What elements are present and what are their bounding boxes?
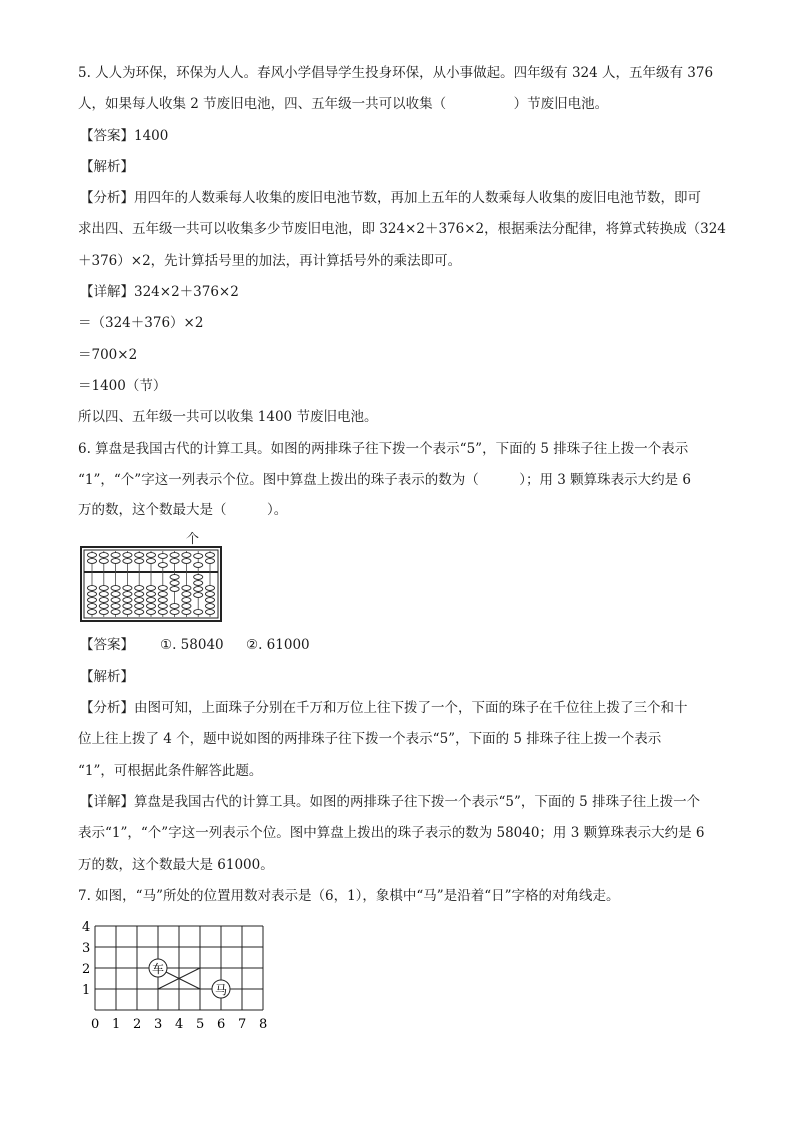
abacus-lower-bead bbox=[182, 592, 191, 597]
q5-line-1: 5. 人人为环保，环保为人人。春风小学倡导学生投身环保，从小事做起。四年级有 324 人，五年级有 376 bbox=[78, 65, 714, 81]
abacus-lower-bead bbox=[87, 598, 96, 603]
q6-line-1: 6. 算盘是我国古代的计算工具。如图的两排珠子往下拨一个表示“5”，下面的 5 排珠子往上拨一个表示 bbox=[78, 441, 689, 457]
q5-detail-1: 【详解】324×2＋376×2 bbox=[80, 284, 239, 300]
abacus-upper-bead bbox=[158, 554, 167, 559]
abacus-upper-bead bbox=[87, 559, 96, 564]
abacus-lower-bead bbox=[99, 598, 108, 603]
abacus-lower-bead bbox=[111, 586, 120, 591]
abacus-upper-bead bbox=[99, 553, 108, 558]
abacus-lower-bead bbox=[170, 604, 179, 609]
abacus-lower-bead bbox=[158, 592, 167, 597]
che-piece-label: 车 bbox=[151, 962, 165, 976]
abacus-lower-bead bbox=[158, 586, 167, 591]
q5-detail-2: ＝（324＋376）×2 bbox=[78, 315, 204, 331]
q5-analysis-1: 【分析】用四年的人数乘每人收集的废旧电池节数，再加上五年的人数乘每人收集的废旧电池节数，即可 bbox=[80, 190, 701, 206]
abacus-lower-bead bbox=[205, 586, 214, 591]
abacus-lower-bead bbox=[146, 586, 155, 591]
q5-answer: 【答案】1400 bbox=[80, 128, 169, 144]
q6-line-2: “1”，“个”字这一列表示个位。图中算盘上拨出的珠子表示的数为（ ）；用 3 颗算珠表示大约是 6 bbox=[78, 472, 691, 488]
abacus-ones-label: 个 bbox=[186, 532, 200, 547]
abacus-lower-bead bbox=[87, 604, 96, 609]
q6-line-3: 万的数，这个数最大是（ ）。 bbox=[78, 502, 288, 518]
abacus-lower-bead bbox=[182, 586, 191, 591]
abacus-lower-bead bbox=[170, 610, 179, 615]
abacus-lower-bead bbox=[182, 610, 191, 615]
grid-y-label: 4 bbox=[82, 920, 91, 935]
grid-x-label: 0 bbox=[91, 1017, 100, 1032]
abacus-lower-bead bbox=[111, 604, 120, 609]
q6-detail-1: 【详解】算盘是我国古代的计算工具。如图的两排珠子往下拨一个表示“5”，下面的 5 排珠子往上拨一个 bbox=[80, 794, 701, 810]
abacus-lower-bead bbox=[205, 592, 214, 597]
abacus-lower-bead bbox=[205, 610, 214, 615]
abacus-lower-bead bbox=[135, 610, 144, 615]
abacus-upper-bead bbox=[135, 559, 144, 564]
abacus-upper-bead bbox=[170, 553, 179, 558]
abacus-lower-bead bbox=[158, 598, 167, 603]
abacus-upper-bead bbox=[111, 553, 120, 558]
grid-x-label: 7 bbox=[238, 1017, 247, 1032]
q6-analysis-2: 位上往上拨了 4 个，题中说如图的两排珠子往下拨一个表示“5”，下面的 5 排珠子往上拨一个表示 bbox=[78, 731, 662, 747]
grid-x-label: 2 bbox=[133, 1017, 142, 1032]
abacus-lower-bead bbox=[99, 592, 108, 597]
abacus-lower-bead bbox=[123, 610, 132, 615]
abacus-lower-bead bbox=[87, 592, 96, 597]
abacus-lower-bead bbox=[194, 581, 203, 586]
abacus-upper-bead bbox=[170, 559, 179, 564]
q6-analysis-1: 【分析】由图可知，上面珠子分别在千万和万位上往下拨了一个，下面的珠子在千位往上拨了三个和十 bbox=[80, 700, 688, 716]
abacus-lower-bead bbox=[123, 592, 132, 597]
q6-answer-2: ②. 61000 bbox=[246, 637, 310, 653]
abacus-lower-bead bbox=[111, 598, 120, 603]
abacus-lower-bead bbox=[111, 610, 120, 615]
abacus-lower-bead bbox=[194, 610, 203, 615]
q6-analysis-3: “1”，可根据此条件解答此题。 bbox=[78, 763, 263, 779]
chess-grid-figure bbox=[78, 916, 278, 1032]
abacus-upper-bead bbox=[146, 553, 155, 558]
abacus-upper-bead bbox=[182, 553, 191, 558]
grid-x-label: 1 bbox=[112, 1017, 121, 1032]
q7-line-1: 7. 如图，“马”所处的位置用数对表示是（6，1），象棋中“马”是沿着“日”字格的对角线走。 bbox=[78, 888, 620, 904]
abacus-upper-bead bbox=[205, 559, 214, 564]
abacus-lower-bead bbox=[158, 604, 167, 609]
grid-y-label: 3 bbox=[82, 941, 91, 956]
abacus-lower-bead bbox=[99, 610, 108, 615]
abacus-lower-bead bbox=[194, 593, 203, 598]
grid-y-label: 2 bbox=[82, 962, 91, 977]
abacus-lower-bead bbox=[123, 586, 132, 591]
q6-detail-2: 表示“1”，“个”字这一列表示个位。图中算盘上拨出的珠子表示的数为 58040；用 3 颗算珠表示大约是 6 bbox=[78, 825, 705, 841]
abacus-lower-bead bbox=[182, 598, 191, 603]
abacus-lower-bead bbox=[205, 604, 214, 609]
abacus-upper-bead bbox=[182, 559, 191, 564]
q6-answer-tag: 【答案】 bbox=[80, 637, 134, 653]
q5-detail-4: ＝1400（节） bbox=[78, 378, 167, 394]
ma-piece-label: 马 bbox=[214, 983, 228, 997]
abacus-figure bbox=[80, 546, 222, 622]
abacus-lower-bead bbox=[87, 610, 96, 615]
abacus-upper-bead bbox=[135, 553, 144, 558]
abacus-upper-bead bbox=[87, 553, 96, 558]
abacus-lower-bead bbox=[182, 604, 191, 609]
grid-x-label: 3 bbox=[154, 1017, 163, 1032]
q5-analysis-heading: 【解析】 bbox=[80, 159, 134, 175]
abacus-lower-bead bbox=[99, 604, 108, 609]
abacus-lower-bead bbox=[135, 604, 144, 609]
abacus-lower-bead bbox=[146, 592, 155, 597]
q6-detail-3: 万的数，这个数最大是 61000。 bbox=[78, 857, 274, 873]
abacus-upper-bead bbox=[158, 563, 167, 568]
abacus-upper-bead bbox=[194, 554, 203, 559]
abacus-lower-bead bbox=[170, 587, 179, 592]
abacus-lower-bead bbox=[170, 575, 179, 580]
abacus-lower-bead bbox=[146, 604, 155, 609]
abacus-lower-bead bbox=[170, 581, 179, 586]
abacus-lower-bead bbox=[135, 598, 144, 603]
abacus-lower-bead bbox=[194, 587, 203, 592]
abacus-lower-bead bbox=[135, 586, 144, 591]
abacus-upper-bead bbox=[194, 563, 203, 568]
grid-x-label: 4 bbox=[175, 1017, 184, 1032]
abacus-upper-bead bbox=[123, 553, 132, 558]
abacus-upper-bead bbox=[146, 559, 155, 564]
abacus-lower-bead bbox=[158, 610, 167, 615]
abacus-upper-bead bbox=[99, 559, 108, 564]
abacus-lower-bead bbox=[123, 598, 132, 603]
q5-line-2: 人，如果每人收集 2 节废旧电池，四、五年级一共可以收集（ ）节废旧电池。 bbox=[78, 96, 609, 112]
abacus-lower-bead bbox=[87, 586, 96, 591]
abacus-lower-bead bbox=[194, 575, 203, 580]
q5-analysis-2: 求出四、五年级一共可以收集多少节废旧电池，即 324×2＋376×2，根据乘法分配律，将算式转换成（324 bbox=[78, 221, 726, 237]
q6-analysis-heading: 【解析】 bbox=[80, 669, 134, 685]
q6-answer-1: ①. 58040 bbox=[160, 637, 224, 653]
abacus-lower-bead bbox=[123, 604, 132, 609]
abacus-upper-bead bbox=[111, 559, 120, 564]
q5-analysis-3: ＋376）×2，先计算括号里的加法，再计算括号外的乘法即可。 bbox=[78, 253, 462, 269]
abacus-lower-bead bbox=[111, 592, 120, 597]
abacus-lower-bead bbox=[135, 592, 144, 597]
abacus-lower-bead bbox=[146, 610, 155, 615]
grid-x-label: 5 bbox=[196, 1017, 205, 1032]
abacus-upper-bead bbox=[205, 553, 214, 558]
q5-detail-5: 所以四、五年级一共可以收集 1400 节废旧电池。 bbox=[78, 409, 378, 425]
abacus-lower-bead bbox=[146, 598, 155, 603]
abacus-upper-bead bbox=[123, 559, 132, 564]
grid-y-label: 1 bbox=[82, 983, 91, 998]
grid-x-label: 6 bbox=[217, 1017, 226, 1032]
abacus-lower-bead bbox=[205, 598, 214, 603]
q5-detail-3: ＝700×2 bbox=[78, 347, 138, 363]
grid-x-label: 8 bbox=[259, 1017, 268, 1032]
abacus-lower-bead bbox=[99, 586, 108, 591]
